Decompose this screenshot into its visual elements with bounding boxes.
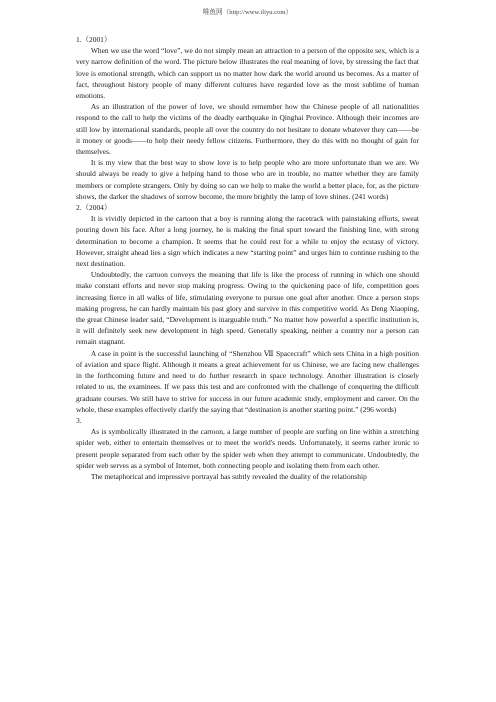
paragraph: As is symbolically illustrated in the cartoon, a large number of people are surfing on line within a stretching spider web, either to entertain themselves or to meet the world's needs. Unfortunately, it seems rather ironic to present people separated from each other by the spider web when they attempt to communicate. Undoubtedly, the spider web serves as a symbol of Internet, both connecting people and isolating them from each other. (76, 427, 419, 470)
paragraph: It is my view that the best way to show love is to help people who are more unfortunate than we are. We should always be ready to give a helping hand to those who are in trouble, no matter whether they are family members or complete strangers. Only by doing so can we help to make the world a better place, for, as the picture shows, the darker the shadows of sorrow become, the more brightly the lamp of love shines. (241 words) (76, 158, 419, 201)
section-heading: 1.（2001） (76, 35, 112, 44)
document-body (76, 34, 419, 482)
paragraph: The metaphorical and impressive portrayal has subtly revealed the duality of the relationship (90, 471, 367, 481)
section-heading: 3. (76, 415, 82, 425)
paragraph: It is vividly depicted in the cartoon that a boy is running along the racetrack with painstaking efforts, sweat pouring down his face. After a long journey, he is making the final spurt toward the finishing line, with strong determination to become a champion. It seems that he could rest for a while to enjoy the ecstasy of victory. However, straight ahead lies a sign which indicates a new “starting point” and urges him to continue rushing to the next destination. (76, 214, 419, 269)
paragraph: Undoubtedly, the cartoon conveys the meaning that life is like the process of running in which one should make constant efforts and never stop making progress. Owing to the quickening pace of life, competition goes increasing fierce in all walks of life, stimulating everyone to pursue one goal after another. Once a person stops making progress, he can hardly maintain his past glory and survive in this competitive world. As Deng Xiaoping, the great Chinese leader said, “Development is inarguable truth.” No matter how powerful a specific institution is, it will definitely seek new development in high speed. Generally speaking, neither a country nor a person can remain stagnant. (76, 270, 419, 347)
page-header: 唯鱼网（http://www.iliyu.com） (202, 9, 293, 16)
section-heading: 2.（2004） (76, 203, 112, 213)
paragraph: A case in point is the successful launching of “Shenzhou Ⅶ Spacecraft” which sets China in a high position of aviation and space flight. Although it means a great achievement for us Chinese, we are facing new challenges in the forthcoming future and need to do further research in space technology. Another illustration is closely related to us, the examinees. If we pass this test and are confronted with the challenge of conquering the difficult graduate courses. We still have to strive for success in our future academic study, employment and career. On the whole, these examples effectively clarify the saying that “destination is another starting point.” (296 words) (76, 348, 419, 414)
essay-section-3 (76, 415, 419, 482)
paragraph: When we use the word “love”, we do not simply mean an attraction to a person of the opposite sex, which is a very narrow definition of the word. The picture below illustrates the real meaning of love, by stressing the fact that love is emotional strength, which can support us no matter how dark the world around us becomes. As a matter of fact, throughout history people of many different cultures have regarded love as the most sublime of human emotions. (76, 46, 419, 101)
paragraph: As an illustration of the power of love, we should remember how the Chinese people of all nationalities respond to the call to help the victims of the deadly earthquake in Qinghai Province. Although their incomes are still low by international standards, people all over the country do not hesitate to donate whatever they can——be it money or goods——to help their needy fellow citizens. Furthermore, they do this with no thought of gain for themselves. (76, 102, 419, 157)
essay-section-2 (76, 202, 419, 415)
essay-section-1 (76, 34, 419, 202)
